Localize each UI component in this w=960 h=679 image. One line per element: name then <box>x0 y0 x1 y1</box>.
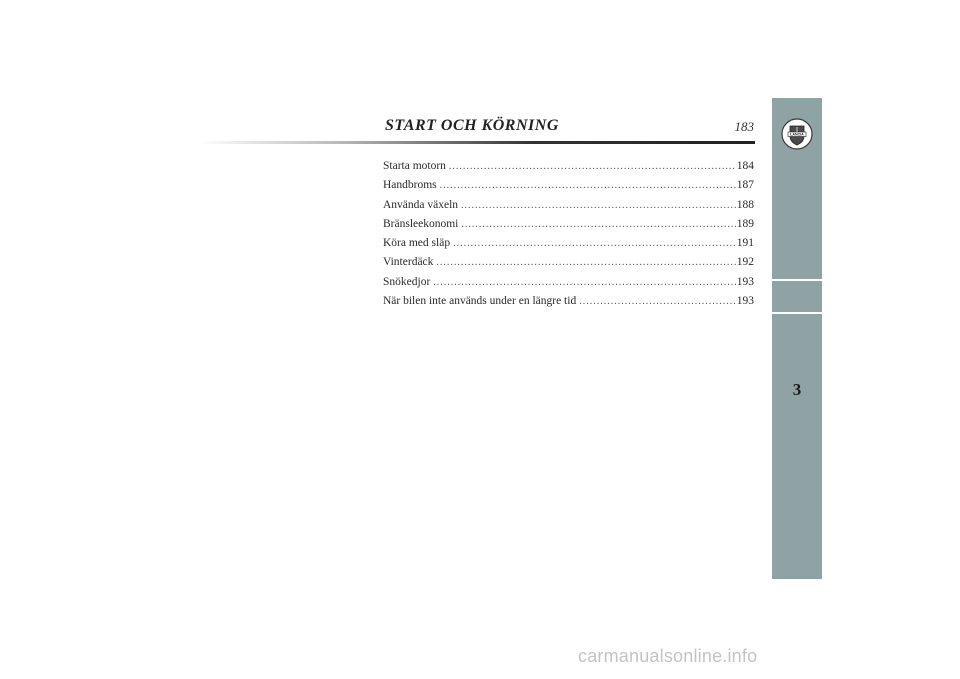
toc-entry-page: 193 <box>736 275 754 288</box>
toc-leader-dots <box>433 277 735 288</box>
toc-entry-page: 191 <box>736 237 754 250</box>
lancia-shield-icon <box>781 118 813 150</box>
toc-entry-page: 184 <box>736 160 754 172</box>
toc-entry-label: Bränsleekonomi <box>383 217 459 230</box>
toc-entry-page: 193 <box>736 295 754 308</box>
table-of-contents <box>383 160 754 314</box>
toc-leader-dots <box>461 219 735 230</box>
toc-entry-label: Vinterdäck <box>383 256 434 269</box>
toc-entry-label: Handbroms <box>383 179 437 192</box>
toc-entry[interactable] <box>383 237 754 256</box>
toc-entry[interactable] <box>383 218 754 237</box>
section-title: START OCH KÖRNING <box>385 117 559 134</box>
toc-entry-page: 189 <box>736 217 754 230</box>
toc-entry-label: Snökedjor <box>383 275 431 288</box>
toc-leader-dots <box>436 257 735 268</box>
toc-entry-page: 188 <box>736 198 754 211</box>
toc-leader-dots <box>440 180 736 191</box>
toc-leader-dots <box>449 161 736 172</box>
logo-text: LANCIA <box>790 132 804 137</box>
toc-leader-dots <box>579 296 736 307</box>
chapter-sidebar <box>772 98 822 579</box>
sidebar-divider <box>772 312 822 314</box>
toc-leader-dots <box>453 238 736 249</box>
toc-entry-label: Använda växeln <box>383 198 459 211</box>
sidebar-divider <box>772 279 822 281</box>
toc-entry-label: När bilen inte används under en längre tid <box>383 295 577 308</box>
header-rule <box>198 141 755 144</box>
toc-entry[interactable] <box>383 295 754 314</box>
toc-entry-page: 192 <box>736 256 754 269</box>
toc-leader-dots <box>461 200 736 211</box>
page-number: 183 <box>734 119 754 134</box>
toc-entry[interactable] <box>383 179 754 198</box>
chapter-number: 3 <box>792 380 802 399</box>
toc-entry[interactable] <box>383 199 754 218</box>
toc-entry[interactable] <box>383 256 754 275</box>
toc-entry-page: 187 <box>736 179 754 192</box>
watermark: carmanualsonline.info <box>578 646 758 666</box>
toc-entry-label: Köra med släp <box>383 237 451 250</box>
toc-entry[interactable] <box>383 160 754 179</box>
toc-entry-label: Starta motorn <box>383 160 446 172</box>
toc-entry[interactable] <box>383 276 754 295</box>
